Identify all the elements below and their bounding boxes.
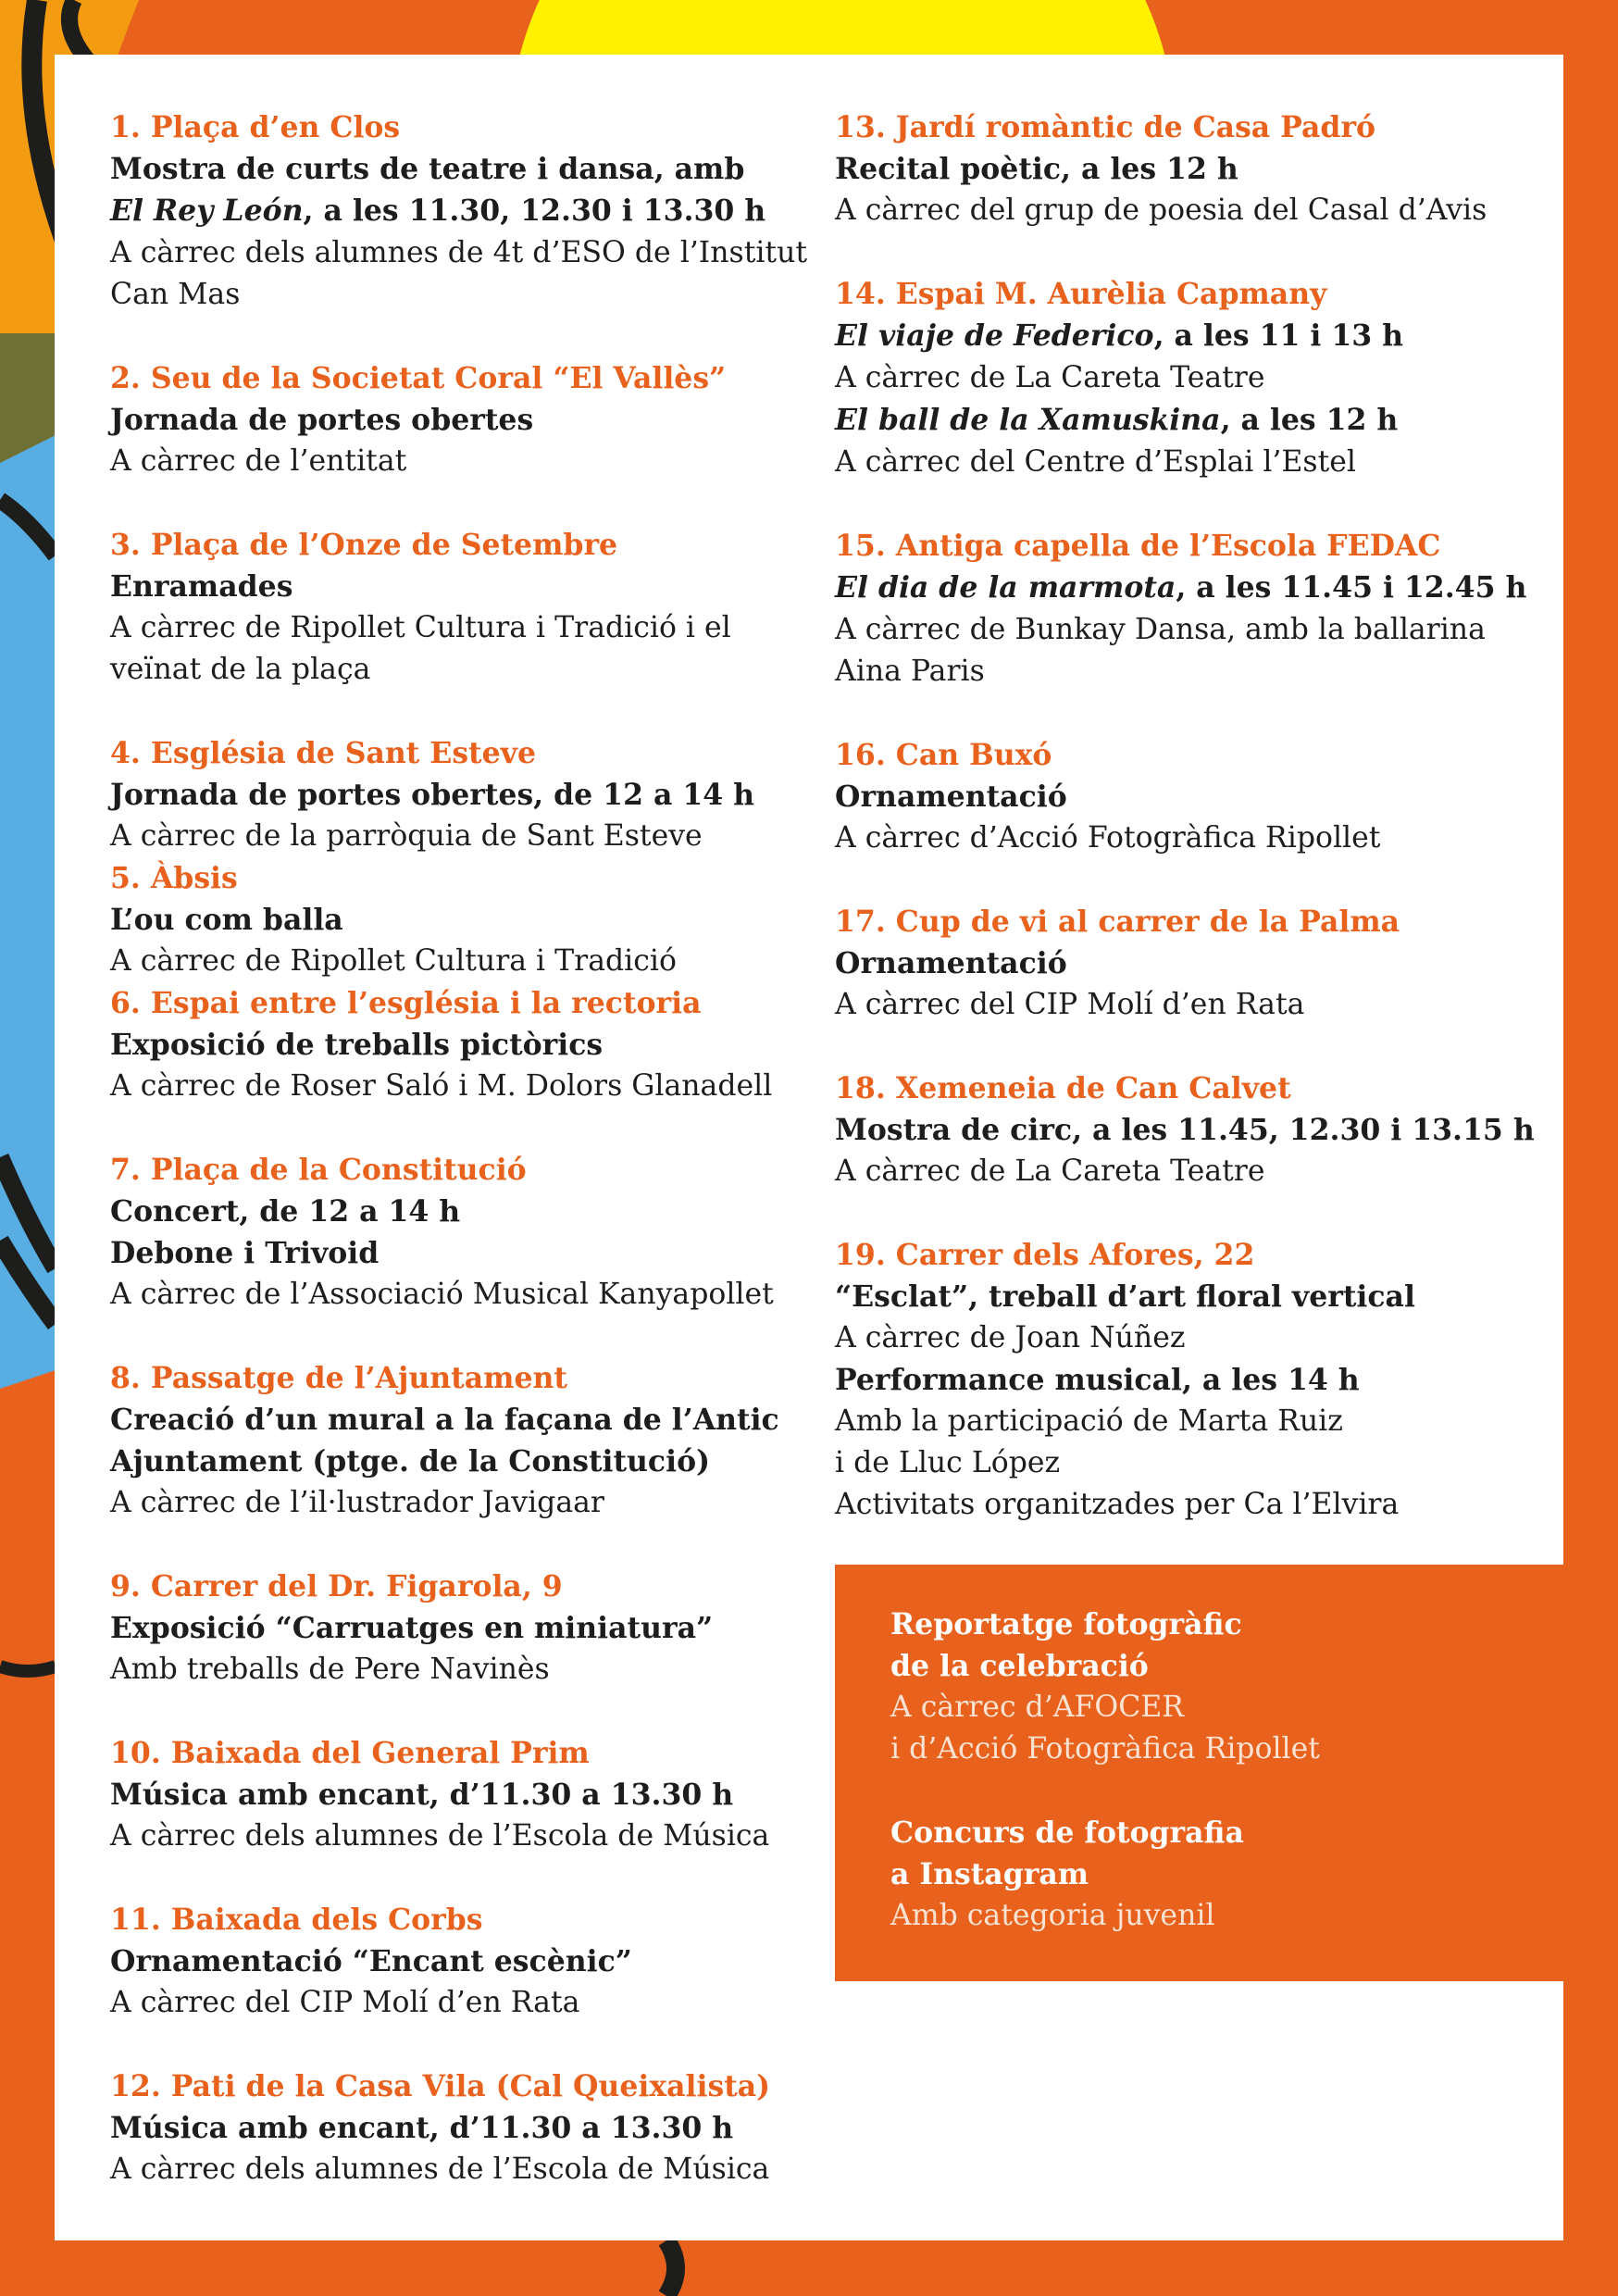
box-title-line: a Instagram xyxy=(890,1857,1089,1891)
entry-location-title: 5. Àbsis xyxy=(110,861,238,895)
entry-activity-line: Concert, de 12 a 14 h xyxy=(110,1194,461,1229)
program-entry xyxy=(835,1067,1535,1192)
entry-organizer-line: A càrrec de Ripollet Cultura i Tradició xyxy=(110,944,677,978)
entry-activity-line: Ornamentació “Encant escènic” xyxy=(110,1944,632,1978)
program-entry xyxy=(835,273,1483,483)
entry-activity-line xyxy=(835,399,1483,442)
box-group xyxy=(890,1603,1538,1770)
entry-organizer-line: A càrrec dels alumnes de l’Escola de Música xyxy=(110,2152,770,2186)
entry-organizer-line: Aina Paris xyxy=(835,655,985,688)
box-group xyxy=(890,1812,1538,1937)
entry-activity-line: Creació d’un mural a la façana de l’Antic xyxy=(110,1403,779,1437)
entry-location-title: 4. Església de Sant Esteve xyxy=(110,736,536,770)
entry-organizer-line: Amb la participació de Marta Ruiz xyxy=(835,1404,1343,1438)
program-entry xyxy=(110,982,832,1107)
entry-organizer-line: A càrrec de l’entitat xyxy=(110,444,407,478)
entry-activity-line xyxy=(110,190,832,232)
entry-activity-line: Performance musical, a les 14 h xyxy=(835,1363,1360,1397)
entry-organizer-line: A càrrec de l’Associació Musical Kanyapollet xyxy=(110,1278,774,1311)
program-entry xyxy=(110,106,832,316)
entry-organizer-line: A càrrec de l’il·lustrador Javigaar xyxy=(110,1486,604,1519)
program-entry xyxy=(835,901,1483,1026)
entry-location-title: 1. Plaça d’en Clos xyxy=(110,110,401,144)
entry-organizer-line: i de Lluc López xyxy=(835,1446,1061,1479)
entry-location-title: 12. Pati de la Casa Vila (Cal Queixalista) xyxy=(110,2069,771,2103)
entry-location-title: 15. Antiga capella de l’Escola FEDAC xyxy=(835,529,1441,563)
box-title-line: Concurs de fotografia xyxy=(890,1816,1244,1850)
program-entry xyxy=(835,1234,1483,1526)
entry-activity-line: Ornamentació xyxy=(835,946,1067,980)
entry-organizer-line: A càrrec de la parròquia de Sant Esteve xyxy=(110,819,703,853)
entry-activity-line: Exposició “Carruatges en miniatura” xyxy=(110,1611,714,1645)
entry-organizer-line: A càrrec de Ripollet Cultura i Tradició i el xyxy=(110,611,731,644)
program-entry xyxy=(110,1357,832,1524)
program-entry xyxy=(110,1566,832,1691)
box-sub-line: A càrrec d’AFOCER xyxy=(890,1691,1185,1724)
entry-activity-line: “Esclat”, treball d’art floral vertical xyxy=(835,1279,1415,1314)
activity-title: El ball de la Xamuskina xyxy=(835,403,1221,437)
entry-location-title: 18. Xemeneia de Can Calvet xyxy=(835,1071,1291,1105)
entry-organizer-line: A càrrec del grup de poesia del Casal d’Avis xyxy=(835,193,1487,227)
entry-organizer-line: A càrrec de Roser Saló i M. Dolors Glanadell xyxy=(110,1069,773,1103)
box-sub-line: i d’Acció Fotogràfica Ripollet xyxy=(890,1732,1320,1766)
entry-activity-line: Mostra de circ, a les 11.45, 12.30 i 13.15 h xyxy=(835,1113,1535,1147)
entry-activity-line: Jornada de portes obertes xyxy=(110,403,534,437)
program-entry xyxy=(110,1899,832,2024)
entry-activity-line: L’ou com balla xyxy=(110,903,343,937)
program-entry xyxy=(835,106,1487,231)
entry-activity-line: Recital poètic, a les 12 h xyxy=(835,152,1238,186)
entry-activity-line xyxy=(835,315,1483,357)
entry-location-title: 2. Seu de la Societat Coral “El Vallès” xyxy=(110,361,727,395)
background-black-stroke-left-4 xyxy=(0,1666,56,1671)
box-title-line: Reportatge fotogràfic xyxy=(890,1607,1242,1641)
program-column-right xyxy=(835,106,1535,1567)
activity-title: El viaje de Federico xyxy=(835,318,1154,353)
background-black-stroke-bottom xyxy=(666,2240,676,2296)
photo-contest-box xyxy=(835,1565,1563,1981)
activity-time: , a les 11.45 i 12.45 h xyxy=(1176,570,1527,605)
entry-organizer-line: Amb treballs de Pere Navinès xyxy=(110,1653,550,1686)
program-entry xyxy=(110,524,832,691)
entry-organizer-line: Can Mas xyxy=(110,278,241,311)
entry-activity-line: Ornamentació xyxy=(835,780,1067,814)
entry-organizer-line: A càrrec de La Careta Teatre xyxy=(835,1154,1265,1188)
entry-location-title: 10. Baixada del General Prim xyxy=(110,1736,590,1770)
entry-location-title: 13. Jardí romàntic de Casa Padró xyxy=(835,110,1376,144)
entry-location-title: 11. Baixada dels Corbs xyxy=(110,1903,483,1937)
entry-organizer-line: veïnat de la plaça xyxy=(110,653,371,686)
entry-organizer-line: A càrrec dels alumnes de 4t d’ESO de l’Institut xyxy=(110,236,808,269)
entry-organizer-line: Activitats organitzades per Ca l’Elvira xyxy=(835,1488,1400,1521)
entry-location-title: 3. Plaça de l’Onze de Setembre xyxy=(110,528,618,562)
entry-organizer-line: A càrrec del CIP Molí d’en Rata xyxy=(835,988,1305,1021)
activity-title: El dia de la marmota xyxy=(835,570,1176,605)
program-column-left xyxy=(110,106,832,2232)
activity-time: , a les 11.30, 12.30 i 13.30 h xyxy=(303,193,766,228)
entry-location-title: 9. Carrer del Dr. Figarola, 9 xyxy=(110,1569,563,1603)
entry-location-title: 14. Espai M. Aurèlia Capmany xyxy=(835,277,1327,311)
entry-location-title: 7. Plaça de la Constitució xyxy=(110,1153,527,1187)
box-title-line: de la celebració xyxy=(890,1649,1149,1683)
entry-location-title: 8. Passatge de l’Ajuntament xyxy=(110,1361,567,1395)
entry-activity-line: Debone i Trivoid xyxy=(110,1236,380,1270)
entry-activity-line: Mostra de curts de teatre i dansa, amb xyxy=(110,152,745,186)
activity-time: , a les 11 i 13 h xyxy=(1153,318,1404,353)
entry-organizer-line: A càrrec d’Acció Fotogràfica Ripollet xyxy=(835,821,1381,855)
entry-location-title: 17. Cup de vi al carrer de la Palma xyxy=(835,905,1400,939)
activity-title: El Rey León xyxy=(110,193,304,228)
program-entry xyxy=(110,1732,832,1857)
program-entry xyxy=(110,732,832,857)
entry-organizer-line: A càrrec de Joan Núñez xyxy=(835,1321,1186,1354)
program-entry xyxy=(835,734,1483,859)
entry-location-title: 19. Carrer dels Afores, 22 xyxy=(835,1238,1255,1272)
entry-organizer-line: A càrrec de La Careta Teatre xyxy=(835,361,1265,394)
entry-activity-line: Música amb encant, d’11.30 a 13.30 h xyxy=(110,2111,734,2145)
program-entry xyxy=(110,2065,832,2190)
entry-location-title: 16. Can Buxó xyxy=(835,738,1052,772)
photo-contest-box-content xyxy=(890,1603,1538,1978)
entry-activity-line xyxy=(835,567,1527,609)
entry-organizer-line: A càrrec del Centre d’Esplai l’Estel xyxy=(835,445,1356,479)
entry-activity-line: Enramades xyxy=(110,569,293,604)
entry-organizer-line: A càrrec del CIP Molí d’en Rata xyxy=(110,1986,580,2019)
entry-activity-line: Ajuntament (ptge. de la Constitució) xyxy=(110,1444,710,1479)
program-entry xyxy=(110,857,832,982)
entry-location-title: 6. Espai entre l’església i la rectoria xyxy=(110,986,702,1020)
program-entry xyxy=(110,357,832,482)
activity-time: , a les 12 h xyxy=(1220,403,1399,437)
box-sub-line: Amb categoria juvenil xyxy=(890,1899,1215,1932)
entry-activity-line: Música amb encant, d’11.30 a 13.30 h xyxy=(110,1778,734,1812)
entry-activity-line: Exposició de treballs pictòrics xyxy=(110,1028,604,1062)
program-entry xyxy=(110,1149,832,1316)
entry-organizer-line: A càrrec dels alumnes de l’Escola de Música xyxy=(110,1819,770,1853)
entry-activity-line: Jornada de portes obertes, de 12 a 14 h xyxy=(110,778,755,812)
program-entry xyxy=(835,525,1527,693)
entry-organizer-line: A càrrec de Bunkay Dansa, amb la ballarina xyxy=(835,613,1486,646)
